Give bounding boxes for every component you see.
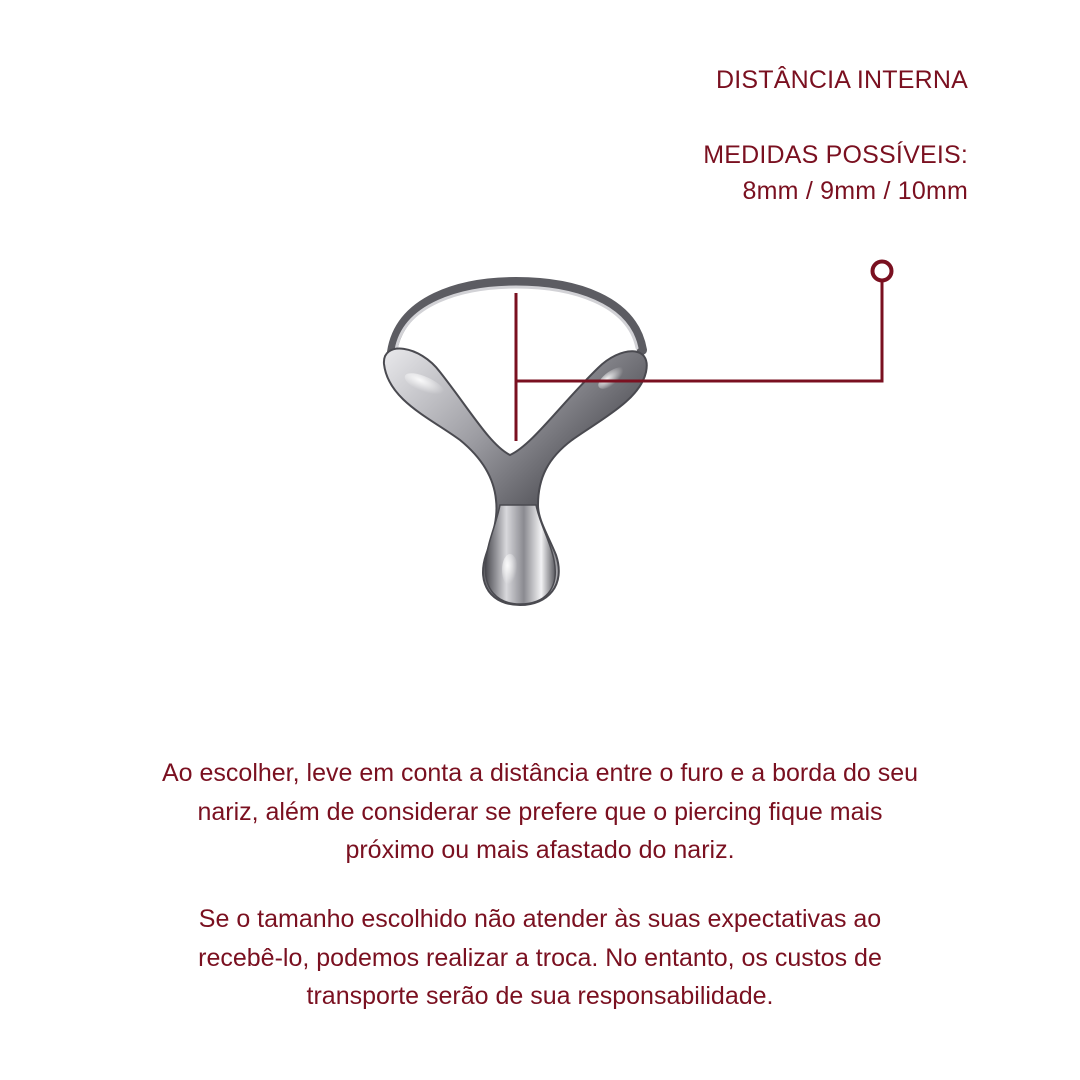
advice-line: próximo ou mais afastado do nariz. (345, 836, 735, 864)
policy-line: recebê-lo, podemos realizar a troca. No entanto, os custos de (198, 943, 882, 972)
advice-line: Ao escolher, leve em conta a distância entre o furo e a borda do seu (161, 759, 919, 787)
internal-distance-title: DISTÂNCIA INTERNA (715, 66, 968, 94)
policy-line: transporte serão de sua responsabilidade. (306, 982, 774, 1010)
policy-line: Se o tamanho escolhido não atender às suas expectativas ao (198, 905, 882, 933)
exchange-policy (90, 900, 990, 1016)
possible-sizes-values: 8mm / 9mm / 10mm (742, 177, 968, 205)
advice-line: nariz, além de considerar se prefere que o piercing fique mais (197, 797, 883, 826)
marker-circle-icon (873, 262, 892, 281)
possible-sizes-heading: MEDIDAS POSSÍVEIS: (703, 141, 968, 169)
size-choice-advice (90, 754, 990, 870)
